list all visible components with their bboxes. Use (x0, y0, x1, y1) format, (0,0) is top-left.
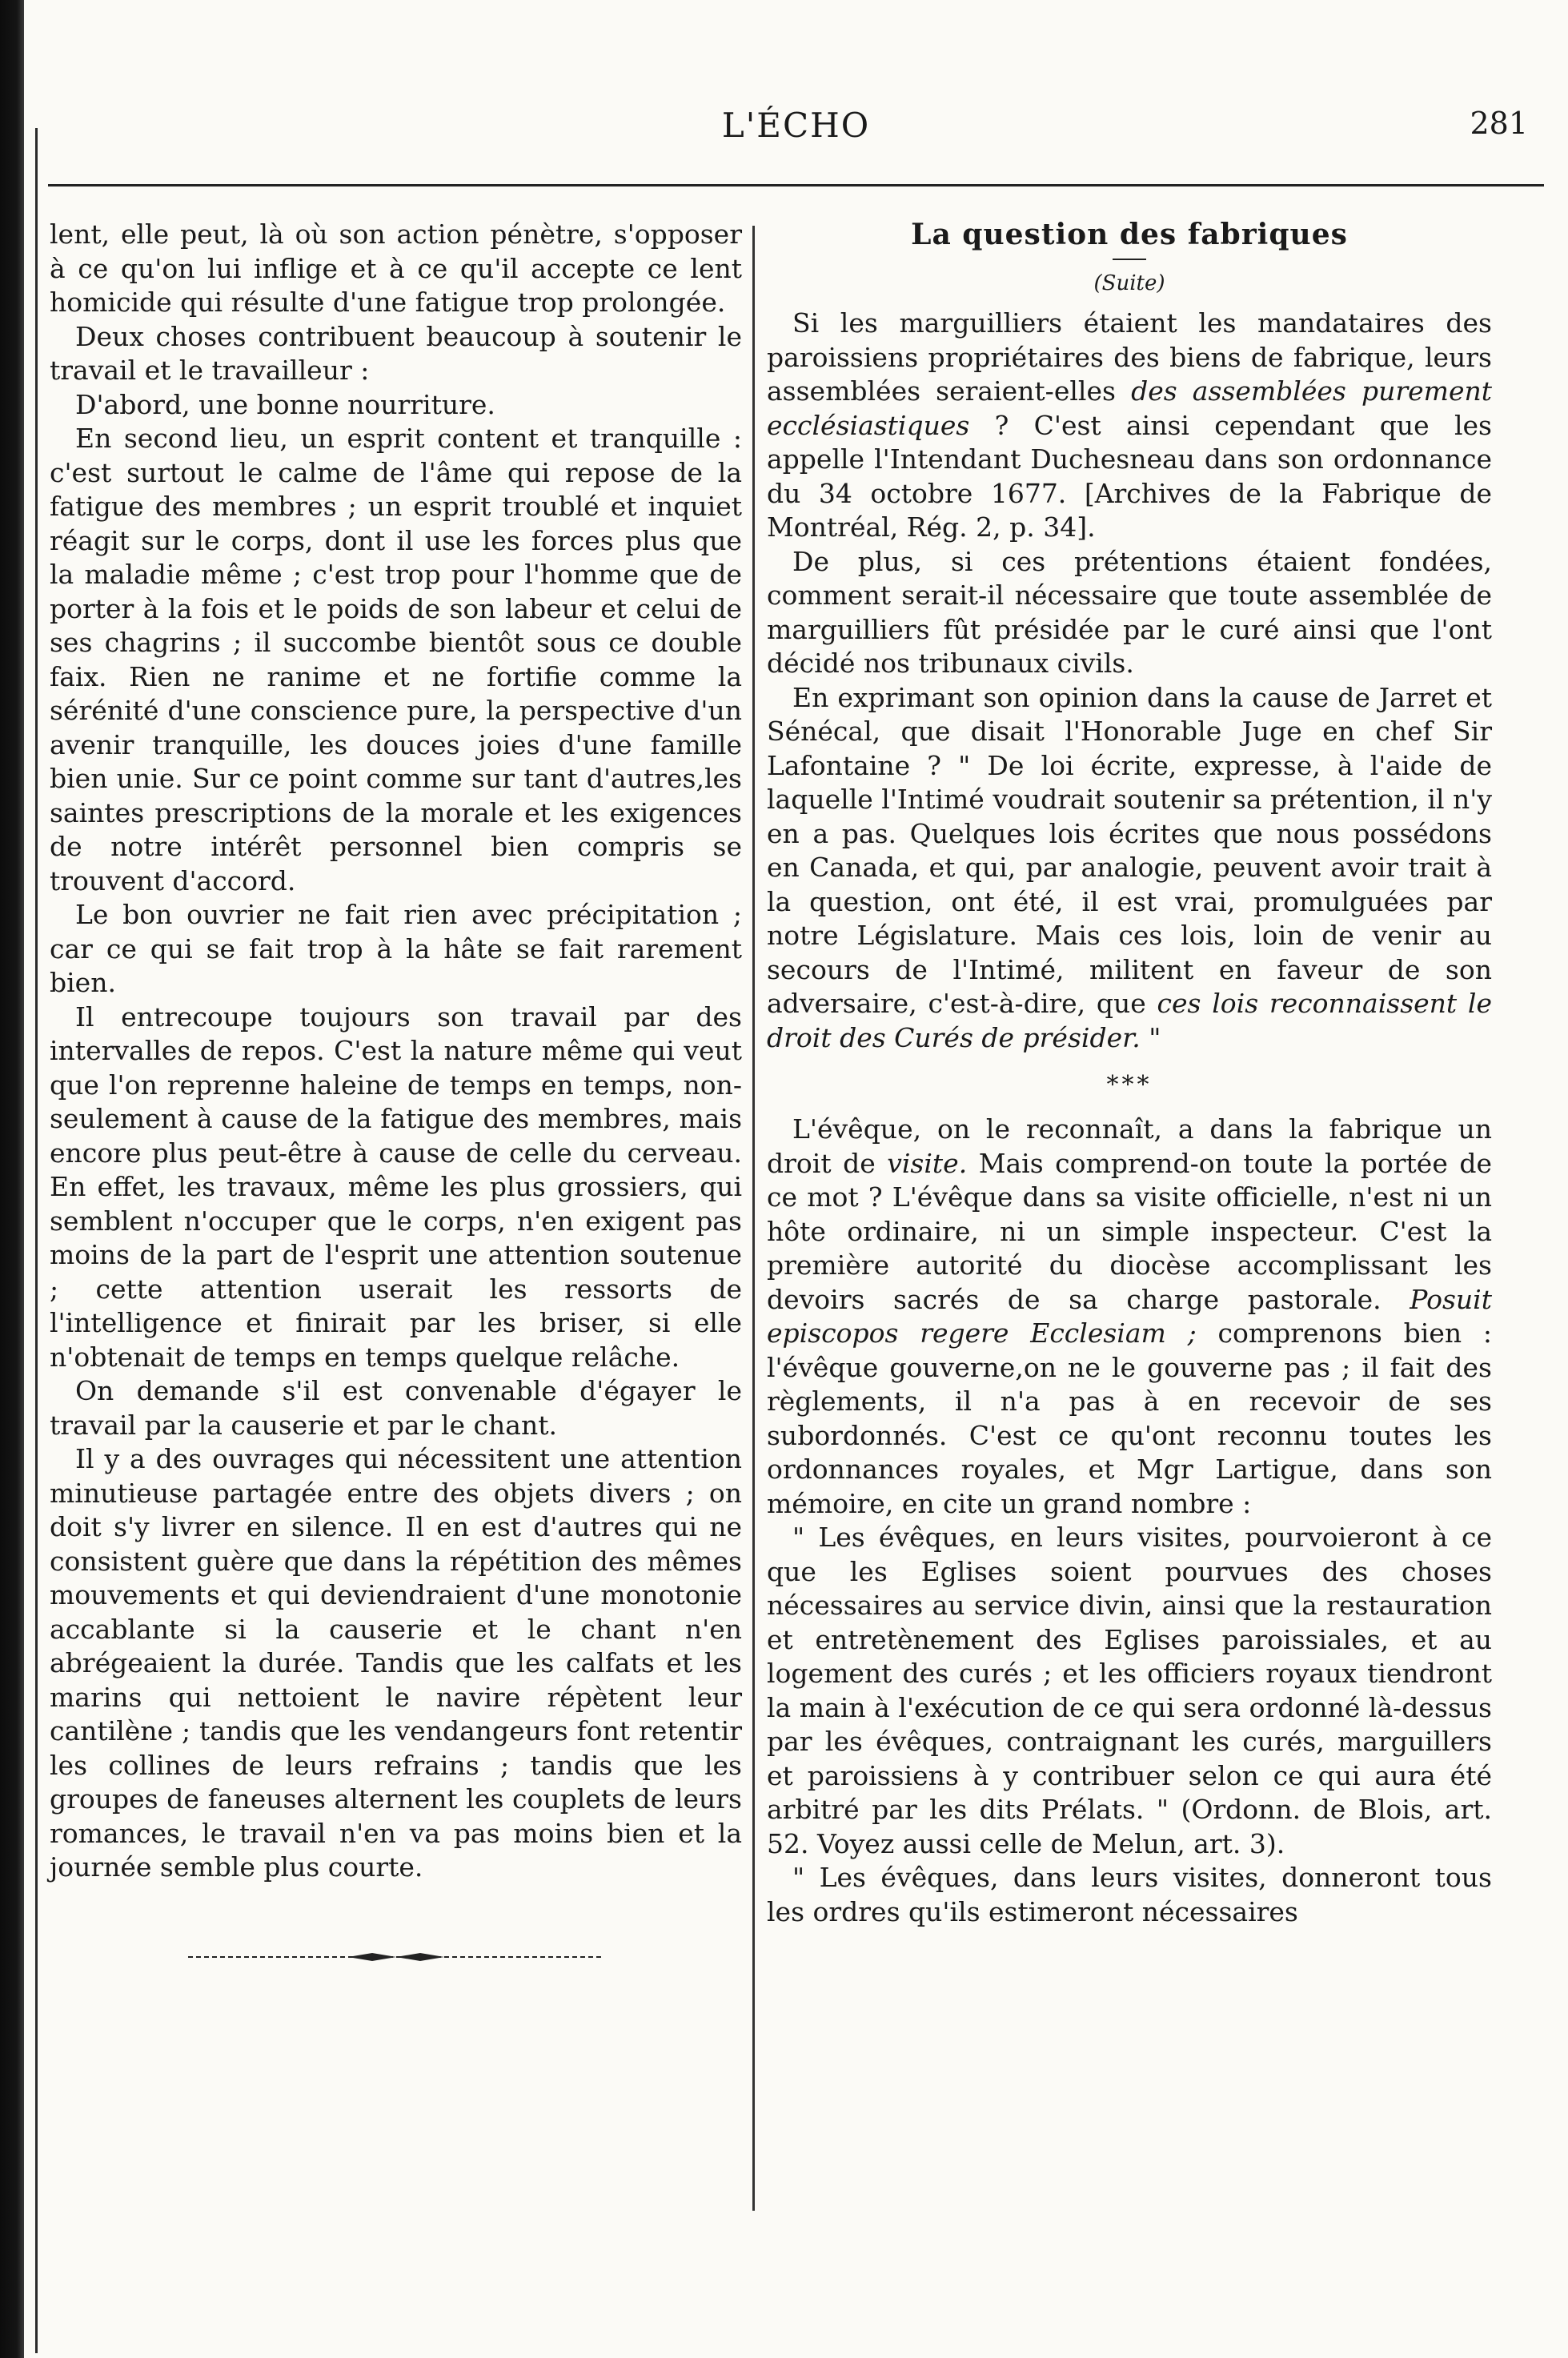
end-of-article-ornament (50, 1938, 742, 1972)
journal-title: L'ÉCHO (721, 106, 871, 145)
paragraph: En second lieu, un esprit content et tranquille : c'est surtout le calme de l'âme qui repose de la fatigue des membres ; un esprit troublé et inquiet réagit sur le corps, dont il use les forces plus que la maladie même ; c'est trop pour l'homme que de porter à la fois et le poids de son labeur et celui de ses chagrins ; il succombe bientôt sous ce double faix. Rien ne ranime et ne fortifie comme la sérénité d'une conscience pure, la perspective d'un avenir tranquille, les douces joies d'une famille bien unie. Sur ce point comme sur tant d'autres,les saintes prescriptions de la morale et les exigences de notre intérêt personnel bien compris se trouvent d'accord. (50, 423, 742, 896)
paragraph: Le bon ouvrier ne fait rien avec précipitation ; car ce qui se fait trop à la hâte se fait rarement bien. (50, 899, 742, 998)
text-span: De plus, si ces prétentions étaient fondées, comment serait-il nécessaire que toute assemblée de marguilliers fût présidée par le curé ainsi que l'ont décidé nos tribunaux civils. (767, 545, 1492, 679)
italic-span: visite. (887, 1147, 968, 1179)
text-span: comprenons bien : l'évêque gouverne,on ne le gouverne pas ; il fait des règlements, il n'a pas à en recevoir de ses subordonnés. C'est ce qu'ont reconnu toutes les ordonnances royales, et Mgr Lartigue, dans son mémoire, en cite un grand nombre : (767, 1317, 1492, 1519)
text-span: Si les marguilliers étaient les mandataires des paroissiens propriétaires des biens de fabrique, leurs assemblées seraient-elles (767, 307, 1492, 407)
paragraph: lent, elle peut, là où son action pénètre, s'opposer à ce qu'on lui inflige et à ce qu'il accepte ce lent homicide qui résulte d'une fatigue trop prolongée. (50, 219, 742, 318)
text-span: " Les évêques, en leurs visites, pourvoieront à ce que les Eglises soient pourvues des choses nécessaires au service divin, ainsi que la restauration et entretènement des Eglises paroissiales, et au logement des curés ; et les officiers royaux tiendront la main à l'exécution de ce qui sera ordonné là-dessus par les évêques, contraignant les curés, marguillers et paroissiens à y contribuer selon ce qui aura été arbitré par les dits Prélats. " (Ordonn. de Blois, art. 52. Voyez aussi celle de Melun, art. 3). (767, 1522, 1492, 1859)
paragraph (767, 307, 1492, 545)
paragraph: Deux choses contribuent beaucoup à soutenir le travail et le travailleur : (50, 320, 742, 386)
text-span: " Les évêques, dans leurs visites, donneront tous les ordres qu'ils estimeront nécessaires (767, 1862, 1492, 1927)
paragraph (767, 1113, 1492, 1521)
paragraph (767, 1521, 1492, 1861)
text-span: L'évêque, on le reconnaît, a dans la fabrique un droit de (767, 1113, 1492, 1179)
article-title: La question des fabriques (911, 218, 1348, 251)
asterism-separator: *** (1106, 1071, 1153, 1099)
page-binding-shadow (0, 0, 24, 2358)
subtitle-rule (1113, 259, 1146, 260)
paragraph (767, 545, 1492, 681)
paragraph: Il y a des ouvrages qui nécessitent une attention minutieuse partagée entre des objets divers ; on doit s'y livrer en silence. Il en est d'autres qui ne consistent guère que dans la répétition des mêmes mouvements et qui deviendraient d'une monotonie accablante si la causerie et le chant n'en abrégeaient la durée. Tandis que les calfats et les marins qui nettoient le navire répètent leur cantilène ; tandis que les vendangeurs font retentir les collines de leurs refrains ; tandis que les groupes de faneuses alternent les couplets de leurs romances, le travail n'en va pas moins bien et la journée semble plus courte. (50, 1443, 742, 1883)
text-span: En exprimant son opinion dans la cause de Jarret et Sénécal, que disait l'Honorable Juge en chef Sir Lafontaine ? " De loi écrite, expresse, à l'aide de laquelle l'Intimé voudrait soutenir sa prétention, il n'y en a pas. Quelques lois écrites que nous possédons en Canada, et qui, par analogie, peuvent avoir trait à la question, ont été, il est vrai, promulguées par notre Législature. Mais ces lois, loin de venir au secours de l'Intimé, militent en faveur de son adversaire, c'est-à-dire, que (767, 681, 1492, 1019)
text-span: " (1140, 1021, 1161, 1053)
text-span: Mais comprend-on toute la portée de ce mot ? L'évêque dans sa visite officielle, n'est ni un hôte ordinaire, ni un simple inspecteur. C'est la première autorité du diocèse accomplissant les devoirs sacrés de sa charge pastorale. (767, 1147, 1492, 1315)
gutter-line (35, 128, 38, 2353)
right-column (767, 218, 1492, 1929)
paragraph: On demande s'il est convenable d'égayer le travail par la causerie et par le chant. (50, 1375, 742, 1441)
italic-span: ces lois reconnaissent le droit des Curés de présider. (767, 988, 1492, 1053)
paragraph (767, 1861, 1492, 1929)
ornament-rule-icon (188, 1951, 604, 1963)
paragraph (767, 681, 1492, 1056)
left-column (50, 218, 742, 1971)
page-header (48, 106, 1544, 162)
column-divider (752, 226, 755, 2211)
text-span: ? C'est ainsi cependant que les appelle l'Intendant Duchesneau dans son ordonnance du 34 octobre 1677. [Archives de la Fabrique de Montréal, Rég. 2, p. 34]. (767, 409, 1492, 543)
italic-span: Posuit episcopos regere Ecclesiam ; (767, 1283, 1492, 1349)
header-rule (48, 184, 1544, 186)
paragraph: D'abord, une bonne nourriture. (75, 388, 495, 420)
paragraph: Il entrecoupe toujours son travail par des intervalles de repos. C'est la nature même qui veut que l'on reprenne haleine de temps en temps, non-seulement à cause de la fatigue des membres, mais encore plus peut-être à cause de celle du cerveau. En effet, les travaux, même les plus grossiers, qui semblent n'occuper que le corps, n'en exigent pas moins de la part de l'esprit une attention soutenue ; cette attention userait les ressorts de l'intelligence et finirait par les briser, si elle n'obtenait de temps en temps quelque relâche. (50, 1001, 742, 1373)
italic-span: des assemblées purement ecclésiastiques (767, 375, 1492, 441)
article-subtitle: (Suite) (1093, 271, 1165, 295)
page-number: 281 (1470, 106, 1528, 141)
